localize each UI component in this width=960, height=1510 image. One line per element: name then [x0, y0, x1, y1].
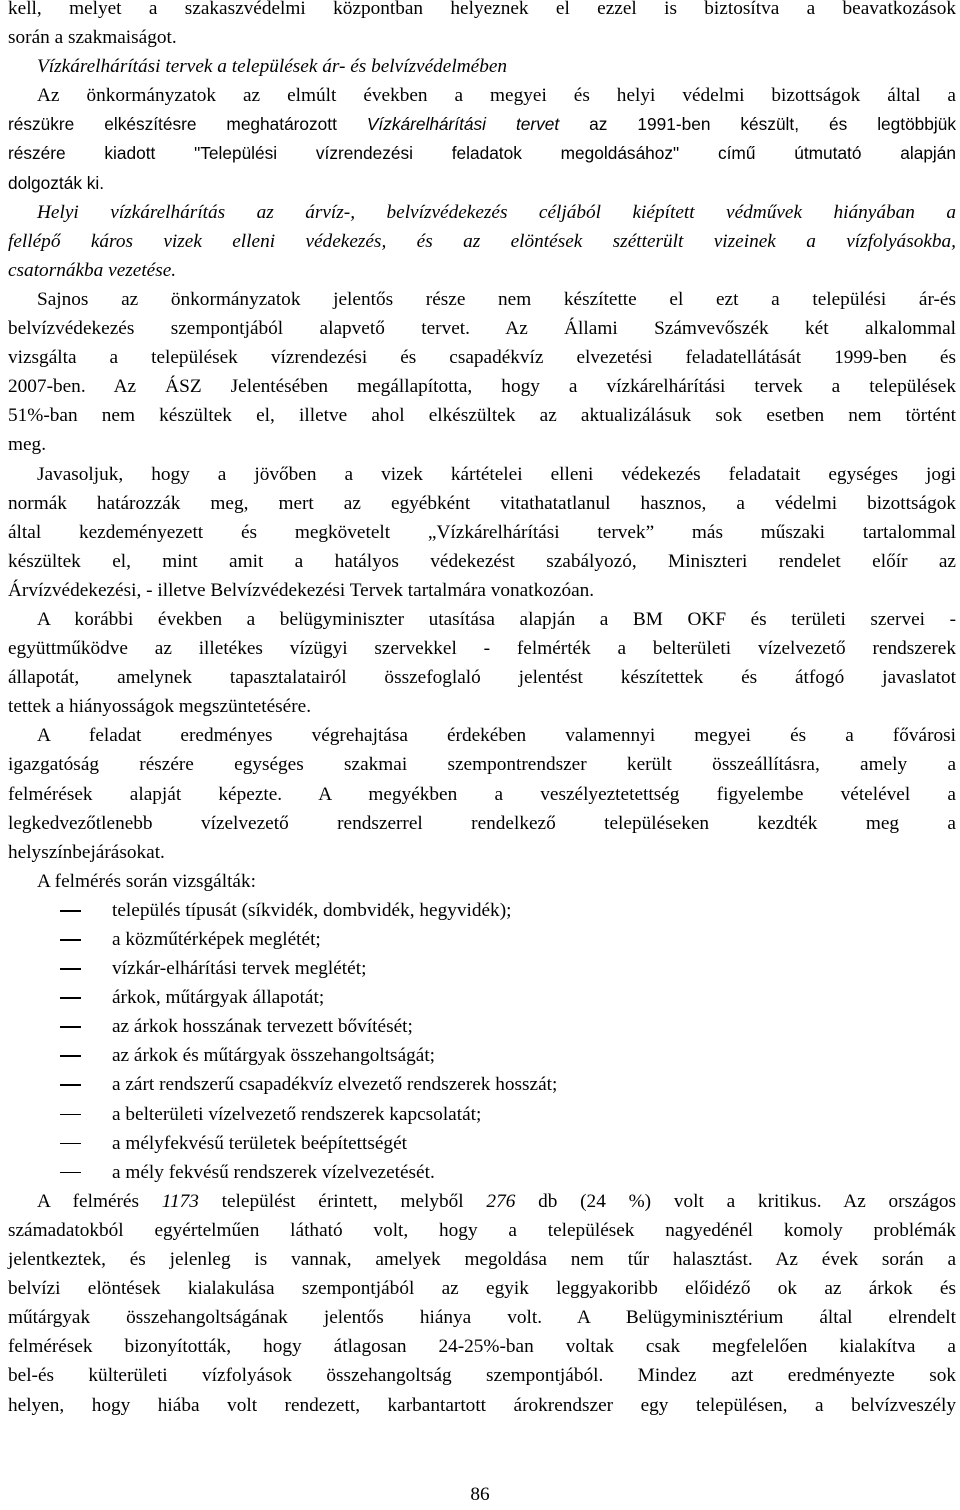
- document-page: [8, 0, 956, 1420]
- text-line: részükre elkészítésre meghatározott Vízkárelhárítási tervet az 1991-ben készült, és legtöbbjük: [8, 114, 956, 135]
- text-line: 51%-ban nem készültek el, illetve ahol elkészültek az aktualizálásuk sok esetben nem történt: [8, 405, 956, 427]
- text-line: kell, melyet a szakaszvédelmi központban helyeznek el ezzel is biztosítva a beavatkozások: [8, 0, 956, 19]
- text-line: A felmérés 1173 települést érintett, melyből 276 db (24 %) volt a kritikus. Az országos: [37, 1190, 957, 1212]
- list-item: vízkár-elhárítási tervek meglétét;: [8, 954, 956, 983]
- dash-bullet-icon: [60, 968, 81, 970]
- list-item: az árkok és műtárgyak összehangoltságát;: [8, 1041, 956, 1070]
- text-line: 2007-ben. Az ÁSZ Jelentésében megállapította, hogy a vízkárelhárítási tervek a települések: [8, 376, 956, 398]
- text-line: együttműködve az illetékes vízügyi szervekkel - felmérték a belterületi vízelvezető rendszerek: [8, 638, 956, 660]
- text-line: belvízvédekezés szempontjából alapvető tervet. Az Állami Számvevőszék két alkalommal: [8, 318, 956, 340]
- dash-bullet-icon: [60, 1026, 81, 1028]
- list-item: az árkok hosszának tervezett bővítését;: [8, 1012, 956, 1041]
- text-line: állapotát, amelynek tapasztalatairól összefoglaló jelentést készítettek és átfogó javaslatot: [8, 667, 956, 689]
- text-line: során a szakmaiságot.: [8, 27, 177, 49]
- text-line: műtárgyak összehangoltságának jelentős hiánya volt. A Belügyminisztérium által elrendelt: [8, 1307, 956, 1329]
- list-item: a belterületi vízelvezető rendszerek kapcsolatát;: [8, 1100, 956, 1129]
- list-item: a közműtérképek meglétét;: [8, 925, 956, 954]
- dash-bullet-icon: [60, 1172, 81, 1174]
- text-line: meg.: [8, 434, 47, 456]
- definition-line: csatornákba vezetése.: [8, 259, 177, 281]
- text-line: felmérések alapját képezte. A megyékben a veszélyeztetettség figyelembe vételével a: [8, 783, 956, 805]
- text-line: Árvízvédekezési, - illetve Belvízvédekezési Tervek tartalmára vonatkozóan.: [8, 579, 595, 601]
- dash-bullet-icon: [60, 910, 81, 912]
- list-item: a mélyfekvésű területek beépítettségét: [8, 1129, 956, 1158]
- text-line: belvízi elöntések kialakulása szempontjából az egyik leggyakoribb előidéző ok az árkok és: [8, 1278, 956, 1300]
- text-line: Az önkormányzatok az elmúlt években a megyei és helyi védelmi bizottságok által a: [37, 85, 956, 107]
- text-line: helyszínbejárásokat.: [8, 841, 165, 863]
- text-line: vizsgálta a települések vízrendezési és csapadékvíz elvezetési feladatellátását 1999-ben és: [8, 347, 956, 369]
- text-line: által kezdeményezett és megkövetelt „Vízkárelhárítási tervek” más műszaki tartalommal: [8, 521, 956, 543]
- definition-line: Helyi vízkárelhárítás az árvíz-, belvízvédekezés céljából kiépített védművek hiányában a: [37, 201, 956, 223]
- text-line: legkedvezőtlenebb vízelvezető rendszerrel rendelkező településeken kezdték meg a: [8, 812, 956, 834]
- text-line: Sajnos az önkormányzatok jelentős része nem készítette el ezt a települési ár-és: [37, 288, 956, 310]
- text-line: dolgozták ki.: [8, 172, 105, 193]
- dash-bullet-icon: [60, 939, 81, 941]
- dash-bullet-icon: [60, 1143, 81, 1145]
- text-line: számadatokból egyértelműen látható volt, hogy a települések nagyedénél komoly problémák: [8, 1219, 956, 1241]
- text-line: Javasoljuk, hogy a jövőben a vizek kártételei elleni védekezés feladatait egységes jogi: [37, 463, 956, 485]
- dash-bullet-icon: [60, 1084, 81, 1086]
- text-line: igazgatóság részére egységes szakmai szempontrendszer került összeállításra, amely a: [8, 754, 956, 776]
- dash-bullet-icon: [60, 1114, 81, 1116]
- dash-bullet-icon: [60, 997, 81, 999]
- text-line: készültek el, mint amit a hatályos védekezést szabályozó, Miniszteri rendelet előír az: [8, 550, 956, 572]
- section-heading: Vízkárelhárítási tervek a települések ár- és belvízvédelmében: [37, 56, 508, 78]
- text-line: A feladat eredményes végrehajtása érdekében valamennyi megyei és a fővárosi: [37, 725, 956, 747]
- list-item: település típusát (síkvidék, dombvidék, hegyvidék);: [8, 896, 956, 925]
- list-item: a mély fekvésű rendszerek vízelvezetését.: [8, 1158, 956, 1187]
- list-item: árkok, műtárgyak állapotát;: [8, 983, 956, 1012]
- text-line: részére kiadott "Települési vízrendezési feladatok megoldásához" című útmutató alapján: [8, 143, 956, 164]
- text-line: felmérések bizonyították, hogy átlagosan 24-25%-ban voltak csak megfelelően kialakítva a: [8, 1336, 956, 1358]
- page-number: 86: [470, 1484, 490, 1505]
- text-line: tettek a hiányosságok megszüntetésére.: [8, 696, 312, 718]
- text-line: jelentkeztek, és jelenleg is vannak, amelyek megoldása nem tűr halasztást. Az évek során a: [8, 1249, 956, 1271]
- text-line: A korábbi években a belügyminiszter utasítása alapján a BM OKF és területi szervei -: [37, 608, 956, 630]
- list-item: a zárt rendszerű csapadékvíz elvezető rendszerek hosszát;: [8, 1070, 956, 1099]
- list-intro: A felmérés során vizsgálták:: [37, 870, 256, 892]
- text-line: helyen, hogy hiába volt rendezett, karbantartott árokrendszer egy településen, a belvízveszély: [8, 1394, 956, 1416]
- text-line: bel-és külterületi vízfolyások összehangoltság szempontjából. Mindez azt eredményezte sok: [8, 1365, 956, 1387]
- dash-bullet-icon: [60, 1055, 81, 1057]
- definition-line: fellépő káros vizek elleni védekezés, és az elöntések szétterült vizeinek a vízfolyásokba,: [8, 230, 956, 252]
- text-line: normák határozzák meg, mert az egyébként vitathatatlanul hasznos, a védelmi bizottságok: [8, 492, 956, 514]
